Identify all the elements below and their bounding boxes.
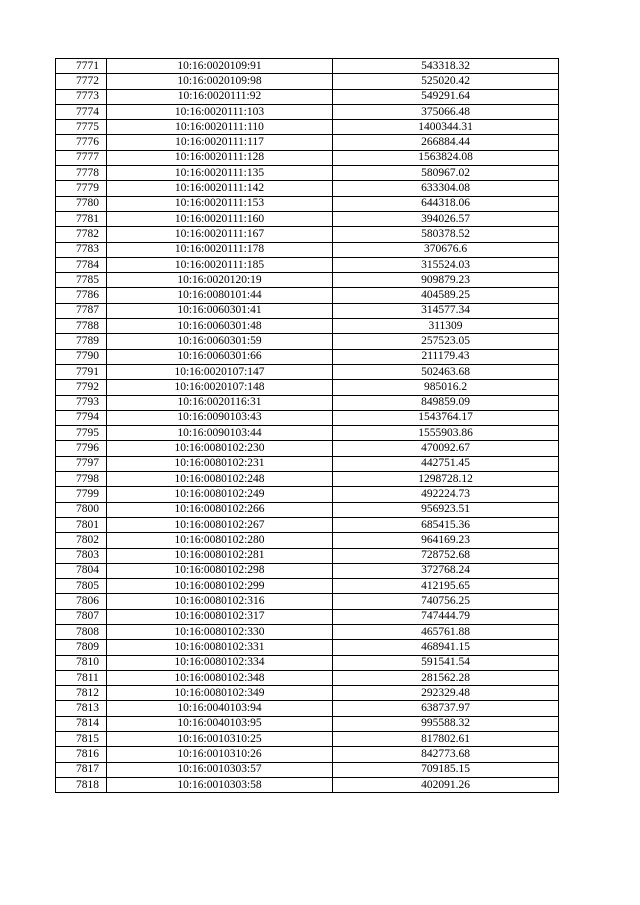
cadastral-value-cell: 747444.79 bbox=[333, 609, 559, 624]
table-row bbox=[56, 624, 559, 639]
cadastral-number-cell: 10:16:0080102:330 bbox=[107, 624, 333, 639]
table-row bbox=[56, 441, 559, 456]
cadastral-number-cell: 10:16:0010303:58 bbox=[107, 777, 333, 792]
row-number-cell: 7797 bbox=[56, 456, 107, 471]
table-row bbox=[56, 777, 559, 792]
cadastral-value-cell: 281562.28 bbox=[333, 670, 559, 685]
cadastral-number-cell: 10:16:0010310:25 bbox=[107, 732, 333, 747]
cadastral-number-cell: 10:16:0080101:44 bbox=[107, 288, 333, 303]
cadastral-number-cell: 10:16:0020111:110 bbox=[107, 120, 333, 135]
cadastral-number-cell: 10:16:0060301:48 bbox=[107, 319, 333, 334]
cadastral-number-cell: 10:16:0080102:349 bbox=[107, 686, 333, 701]
table-row bbox=[56, 701, 559, 716]
row-number-cell: 7784 bbox=[56, 257, 107, 272]
row-number-cell: 7772 bbox=[56, 74, 107, 89]
table-row bbox=[56, 762, 559, 777]
row-number-cell: 7794 bbox=[56, 410, 107, 425]
cadastral-number-cell: 10:16:0020111:117 bbox=[107, 135, 333, 150]
table-row bbox=[56, 747, 559, 762]
row-number-cell: 7798 bbox=[56, 472, 107, 487]
cadastral-value-cell: 685415.36 bbox=[333, 517, 559, 532]
table-row bbox=[56, 426, 559, 441]
row-number-cell: 7775 bbox=[56, 120, 107, 135]
row-number-cell: 7814 bbox=[56, 716, 107, 731]
row-number-cell: 7781 bbox=[56, 211, 107, 226]
cadastral-value-cell: 468941.15 bbox=[333, 640, 559, 655]
cadastral-number-cell: 10:16:0020111:128 bbox=[107, 150, 333, 165]
cadastral-number-cell: 10:16:0010310:26 bbox=[107, 747, 333, 762]
row-number-cell: 7800 bbox=[56, 502, 107, 517]
row-number-cell: 7790 bbox=[56, 349, 107, 364]
table-row bbox=[56, 502, 559, 517]
cadastral-number-cell: 10:16:0080102:281 bbox=[107, 548, 333, 563]
table-row bbox=[56, 211, 559, 226]
cadastral-number-cell: 10:16:0090103:43 bbox=[107, 410, 333, 425]
cadastral-value-cell: 591541.54 bbox=[333, 655, 559, 670]
cadastral-number-cell: 10:16:0020109:98 bbox=[107, 74, 333, 89]
row-number-cell: 7802 bbox=[56, 533, 107, 548]
table-row bbox=[56, 74, 559, 89]
table-row bbox=[56, 579, 559, 594]
row-number-cell: 7777 bbox=[56, 150, 107, 165]
cadastral-value-cell: 909879.23 bbox=[333, 273, 559, 288]
cadastral-value-cell: 956923.51 bbox=[333, 502, 559, 517]
table-body bbox=[56, 59, 559, 793]
cadastral-value-cell: 394026.57 bbox=[333, 211, 559, 226]
cadastral-value-cell: 470092.67 bbox=[333, 441, 559, 456]
cadastral-value-cell: 638737.97 bbox=[333, 701, 559, 716]
table-row bbox=[56, 135, 559, 150]
cadastral-number-cell: 10:16:0080102:230 bbox=[107, 441, 333, 456]
row-number-cell: 7813 bbox=[56, 701, 107, 716]
cadastral-value-cell: 1543764.17 bbox=[333, 410, 559, 425]
row-number-cell: 7817 bbox=[56, 762, 107, 777]
cadastral-number-cell: 10:16:0020111:103 bbox=[107, 104, 333, 119]
cadastral-number-cell: 10:16:0080102:331 bbox=[107, 640, 333, 655]
row-number-cell: 7807 bbox=[56, 609, 107, 624]
cadastral-value-cell: 842773.68 bbox=[333, 747, 559, 762]
cadastral-value-cell: 995588.32 bbox=[333, 716, 559, 731]
cadastral-number-cell: 10:16:0080102:334 bbox=[107, 655, 333, 670]
row-number-cell: 7788 bbox=[56, 319, 107, 334]
cadastral-number-cell: 10:16:0080102:231 bbox=[107, 456, 333, 471]
cadastral-number-cell: 10:16:0020111:153 bbox=[107, 196, 333, 211]
table-row bbox=[56, 273, 559, 288]
row-number-cell: 7792 bbox=[56, 380, 107, 395]
row-number-cell: 7778 bbox=[56, 166, 107, 181]
cadastral-value-cell: 525020.42 bbox=[333, 74, 559, 89]
row-number-cell: 7773 bbox=[56, 89, 107, 104]
cadastral-number-cell: 10:16:0090103:44 bbox=[107, 426, 333, 441]
cadastral-number-cell: 10:16:0080102:248 bbox=[107, 472, 333, 487]
cadastral-number-cell: 10:16:0020111:185 bbox=[107, 257, 333, 272]
cadastral-number-cell: 10:16:0060301:59 bbox=[107, 334, 333, 349]
cadastral-number-cell: 10:16:0020111:167 bbox=[107, 227, 333, 242]
table-row bbox=[56, 59, 559, 74]
cadastral-number-cell: 10:16:0080102:280 bbox=[107, 533, 333, 548]
row-number-cell: 7801 bbox=[56, 517, 107, 532]
table-row bbox=[56, 655, 559, 670]
table-row bbox=[56, 395, 559, 410]
table-row bbox=[56, 104, 559, 119]
table-row bbox=[56, 716, 559, 731]
row-number-cell: 7789 bbox=[56, 334, 107, 349]
row-number-cell: 7771 bbox=[56, 59, 107, 74]
cadastral-number-cell: 10:16:0020116:31 bbox=[107, 395, 333, 410]
table-row bbox=[56, 242, 559, 257]
cadastral-number-cell: 10:16:0080102:298 bbox=[107, 563, 333, 578]
row-number-cell: 7786 bbox=[56, 288, 107, 303]
table-row bbox=[56, 686, 559, 701]
table-row bbox=[56, 548, 559, 563]
cadastral-number-cell: 10:16:0020111:135 bbox=[107, 166, 333, 181]
cadastral-value-cell: 372768.24 bbox=[333, 563, 559, 578]
cadastral-value-cell: 1400344.31 bbox=[333, 120, 559, 135]
cadastral-number-cell: 10:16:0060301:66 bbox=[107, 349, 333, 364]
row-number-cell: 7780 bbox=[56, 196, 107, 211]
cadastral-value-cell: 375066.48 bbox=[333, 104, 559, 119]
cadastral-value-cell: 1563824.08 bbox=[333, 150, 559, 165]
table-row bbox=[56, 732, 559, 747]
row-number-cell: 7811 bbox=[56, 670, 107, 685]
cadastral-number-cell: 10:16:0080102:267 bbox=[107, 517, 333, 532]
row-number-cell: 7809 bbox=[56, 640, 107, 655]
table-row bbox=[56, 380, 559, 395]
table-row bbox=[56, 166, 559, 181]
row-number-cell: 7795 bbox=[56, 426, 107, 441]
cadastral-value-cell: 292329.48 bbox=[333, 686, 559, 701]
cadastral-value-cell: 502463.68 bbox=[333, 364, 559, 379]
cadastral-number-cell: 10:16:0080102:348 bbox=[107, 670, 333, 685]
cadastral-value-table bbox=[55, 58, 559, 793]
table-row bbox=[56, 257, 559, 272]
table-row bbox=[56, 150, 559, 165]
cadastral-value-cell: 543318.32 bbox=[333, 59, 559, 74]
row-number-cell: 7808 bbox=[56, 624, 107, 639]
table-row bbox=[56, 349, 559, 364]
row-number-cell: 7810 bbox=[56, 655, 107, 670]
row-number-cell: 7803 bbox=[56, 548, 107, 563]
table-row bbox=[56, 456, 559, 471]
row-number-cell: 7796 bbox=[56, 441, 107, 456]
cadastral-number-cell: 10:16:0020107:148 bbox=[107, 380, 333, 395]
cadastral-number-cell: 10:16:0080102:249 bbox=[107, 487, 333, 502]
table-row bbox=[56, 303, 559, 318]
cadastral-value-cell: 740756.25 bbox=[333, 594, 559, 609]
table-row bbox=[56, 487, 559, 502]
cadastral-number-cell: 10:16:0020109:91 bbox=[107, 59, 333, 74]
table-row bbox=[56, 319, 559, 334]
cadastral-value-cell: 709185.15 bbox=[333, 762, 559, 777]
cadastral-number-cell: 10:16:0020107:147 bbox=[107, 364, 333, 379]
row-number-cell: 7785 bbox=[56, 273, 107, 288]
table-row bbox=[56, 227, 559, 242]
cadastral-value-cell: 315524.03 bbox=[333, 257, 559, 272]
cadastral-value-cell: 412195.65 bbox=[333, 579, 559, 594]
cadastral-number-cell: 10:16:0020111:160 bbox=[107, 211, 333, 226]
cadastral-number-cell: 10:16:0020120:19 bbox=[107, 273, 333, 288]
cadastral-value-cell: 964169.23 bbox=[333, 533, 559, 548]
row-number-cell: 7805 bbox=[56, 579, 107, 594]
cadastral-value-cell: 1298728.12 bbox=[333, 472, 559, 487]
cadastral-number-cell: 10:16:0080102:316 bbox=[107, 594, 333, 609]
table-row bbox=[56, 89, 559, 104]
cadastral-value-cell: 402091.26 bbox=[333, 777, 559, 792]
cadastral-value-cell: 549291.64 bbox=[333, 89, 559, 104]
table-row bbox=[56, 640, 559, 655]
row-number-cell: 7806 bbox=[56, 594, 107, 609]
table-row bbox=[56, 472, 559, 487]
row-number-cell: 7774 bbox=[56, 104, 107, 119]
cadastral-value-cell: 580967.02 bbox=[333, 166, 559, 181]
cadastral-value-cell: 580378.52 bbox=[333, 227, 559, 242]
table-row bbox=[56, 364, 559, 379]
row-number-cell: 7815 bbox=[56, 732, 107, 747]
cadastral-value-cell: 644318.06 bbox=[333, 196, 559, 211]
row-number-cell: 7793 bbox=[56, 395, 107, 410]
table-row bbox=[56, 288, 559, 303]
table-row bbox=[56, 609, 559, 624]
cadastral-number-cell: 10:16:0060301:41 bbox=[107, 303, 333, 318]
cadastral-number-cell: 10:16:0080102:266 bbox=[107, 502, 333, 517]
cadastral-value-cell: 257523.05 bbox=[333, 334, 559, 349]
table-row bbox=[56, 594, 559, 609]
cadastral-number-cell: 10:16:0010303:57 bbox=[107, 762, 333, 777]
row-number-cell: 7779 bbox=[56, 181, 107, 196]
cadastral-value-cell: 633304.08 bbox=[333, 181, 559, 196]
cadastral-value-cell: 311309 bbox=[333, 319, 559, 334]
cadastral-value-cell: 370676.6 bbox=[333, 242, 559, 257]
cadastral-value-cell: 266884.44 bbox=[333, 135, 559, 150]
table-row bbox=[56, 334, 559, 349]
cadastral-value-cell: 314577.34 bbox=[333, 303, 559, 318]
row-number-cell: 7799 bbox=[56, 487, 107, 502]
table-row bbox=[56, 181, 559, 196]
row-number-cell: 7783 bbox=[56, 242, 107, 257]
cadastral-value-cell: 211179.43 bbox=[333, 349, 559, 364]
row-number-cell: 7804 bbox=[56, 563, 107, 578]
cadastral-value-cell: 985016.2 bbox=[333, 380, 559, 395]
cadastral-value-cell: 1555903.86 bbox=[333, 426, 559, 441]
cadastral-number-cell: 10:16:0040103:94 bbox=[107, 701, 333, 716]
table-row bbox=[56, 410, 559, 425]
row-number-cell: 7787 bbox=[56, 303, 107, 318]
cadastral-value-cell: 492224.73 bbox=[333, 487, 559, 502]
cadastral-value-cell: 728752.68 bbox=[333, 548, 559, 563]
row-number-cell: 7782 bbox=[56, 227, 107, 242]
row-number-cell: 7791 bbox=[56, 364, 107, 379]
row-number-cell: 7816 bbox=[56, 747, 107, 762]
cadastral-value-cell: 442751.45 bbox=[333, 456, 559, 471]
table-row bbox=[56, 120, 559, 135]
table-row bbox=[56, 196, 559, 211]
cadastral-number-cell: 10:16:0020111:142 bbox=[107, 181, 333, 196]
table-row bbox=[56, 670, 559, 685]
cadastral-number-cell: 10:16:0020111:92 bbox=[107, 89, 333, 104]
row-number-cell: 7776 bbox=[56, 135, 107, 150]
row-number-cell: 7818 bbox=[56, 777, 107, 792]
cadastral-value-cell: 849859.09 bbox=[333, 395, 559, 410]
cadastral-value-cell: 404589.25 bbox=[333, 288, 559, 303]
row-number-cell: 7812 bbox=[56, 686, 107, 701]
cadastral-value-cell: 817802.61 bbox=[333, 732, 559, 747]
cadastral-number-cell: 10:16:0020111:178 bbox=[107, 242, 333, 257]
table-row bbox=[56, 563, 559, 578]
cadastral-number-cell: 10:16:0040103:95 bbox=[107, 716, 333, 731]
cadastral-number-cell: 10:16:0080102:299 bbox=[107, 579, 333, 594]
cadastral-number-cell: 10:16:0080102:317 bbox=[107, 609, 333, 624]
cadastral-value-cell: 465761.88 bbox=[333, 624, 559, 639]
table-row bbox=[56, 533, 559, 548]
table-row bbox=[56, 517, 559, 532]
